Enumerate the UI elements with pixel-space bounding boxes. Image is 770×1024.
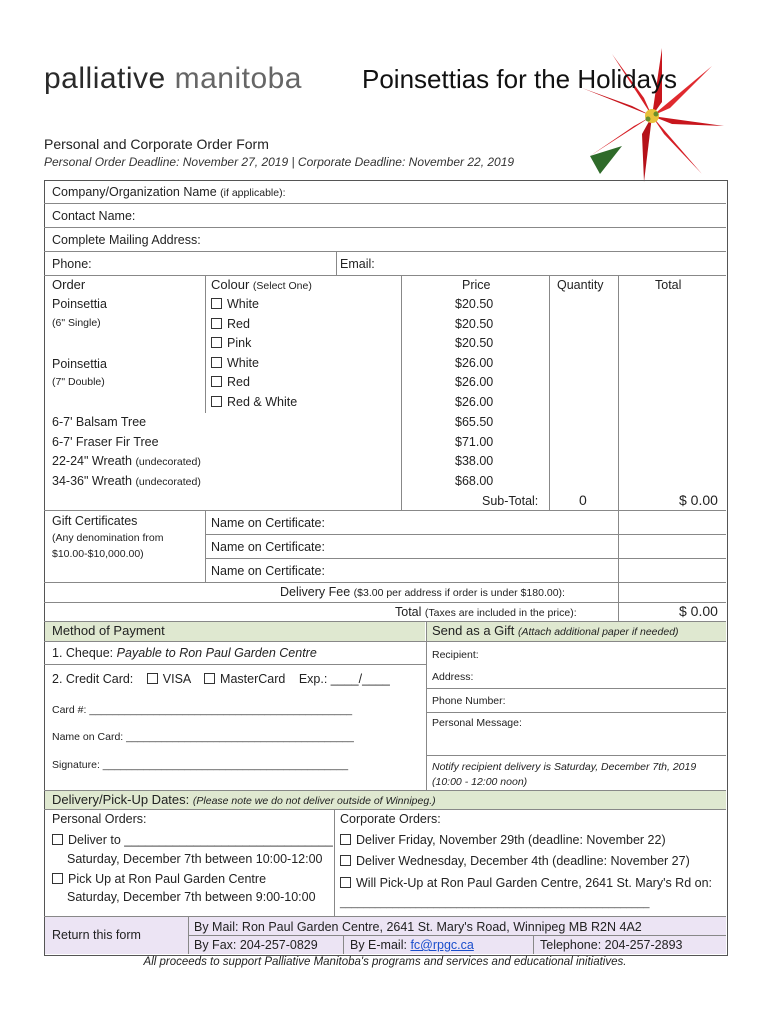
gift-certificates-title: Gift Certificates (52, 514, 138, 528)
price-cell: $68.00 (455, 474, 494, 488)
order-header: Order (52, 277, 86, 292)
price-cell: $65.50 (455, 415, 494, 429)
card-number-field[interactable]: Card #: _____________________________________________ (52, 704, 353, 716)
personal-message-field[interactable]: Personal Message: (432, 717, 522, 729)
corporate-orders-label: Corporate Orders: (340, 812, 441, 826)
checkbox[interactable] (340, 834, 351, 845)
delivery-title: Delivery/Pick-Up Dates: (Please note we do not deliver outside of Winnipeg.) (52, 792, 436, 807)
colour-option-pink-single[interactable]: Pink (211, 336, 251, 350)
item-wreath-small: 22-24" Wreath (undecorated) (52, 454, 201, 468)
return-by-mail: By Mail: Ron Paul Garden Centre, 2641 St. Mary's Road, Winnipeg MB R2N 4A2 (194, 920, 642, 934)
company-label: Company/Organization Name (if applicable): (52, 185, 286, 199)
return-by-email: By E-mail: fc@rpgc.ca (350, 938, 474, 952)
cheque-option: 1. Cheque: Payable to Ron Paul Garden Centre (52, 646, 317, 660)
send-as-gift-title: Send as a Gift (Attach additional paper if needed) (432, 623, 679, 638)
gift-phone-field[interactable]: Phone Number: (432, 695, 506, 707)
poinsettia-double-label: Poinsettia (52, 357, 107, 371)
total-label: Total (Taxes are included in the price): (395, 605, 577, 619)
price-cell: $71.00 (455, 435, 494, 449)
visa-checkbox[interactable] (147, 673, 158, 684)
banner-title: Poinsettias for the Holidays (362, 64, 678, 94)
price-cell: $26.00 (455, 395, 494, 409)
phone-label: Phone: (52, 257, 92, 271)
notify-note-1: Notify recipient delivery is Saturday, December 7th, 2019 (432, 761, 697, 773)
email-link[interactable]: fc@rpgc.ca (410, 938, 474, 952)
deliver-date: Saturday, December 7th between 10:00-12:00 (67, 852, 323, 866)
checkbox[interactable] (211, 396, 222, 407)
recipient-field[interactable]: Recipient: (432, 649, 479, 661)
price-cell: $20.50 (455, 336, 494, 350)
colour-option-white-single[interactable]: White (211, 297, 259, 311)
name-on-card-field[interactable]: Name on Card: _______________________________________ (52, 731, 354, 743)
form-title: Personal and Corporate Order Form (44, 136, 269, 152)
credit-card-option[interactable]: 2. Credit Card: VISA MasterCard Exp.: ____/____ (52, 672, 390, 686)
gift-address-field[interactable]: Address: (432, 671, 474, 683)
item-balsam-tree: 6-7' Balsam Tree (52, 415, 147, 429)
pickup-date: Saturday, December 7th between 9:00-10:00 (67, 890, 316, 904)
subtotal-label: Sub-Total: (482, 494, 539, 508)
price-cell: $38.00 (455, 454, 494, 468)
checkbox[interactable] (52, 873, 63, 884)
quantity-header: Quantity (557, 278, 604, 292)
logo (44, 62, 302, 96)
mailing-address-label: Complete Mailing Address: (52, 233, 201, 247)
footer-note: All proceeds to support Palliative Manitoba's programs and services and educational initiatives. (143, 956, 627, 968)
price-cell: $20.50 (455, 317, 494, 331)
checkbox[interactable] (340, 855, 351, 866)
payment-title: Method of Payment (52, 623, 165, 638)
return-label: Return this form (52, 928, 141, 942)
checkbox[interactable] (211, 337, 222, 348)
personal-orders-label: Personal Orders: (52, 812, 147, 826)
logo-text-manitoba: manitoba (174, 62, 302, 95)
single-size-note: (6" Single) (52, 317, 101, 329)
corporate-pickup-date-line[interactable]: _____________________________________________________ (340, 897, 650, 909)
subtotal-quantity: 0 (579, 492, 587, 508)
corporate-option-pickup[interactable]: Will Pick-Up at Ron Paul Garden Centre, 2641 St. Mary's Rd on: (340, 876, 712, 890)
return-by-fax: By Fax: 204-257-0829 (194, 938, 318, 952)
mastercard-checkbox[interactable] (204, 673, 215, 684)
contact-name-label: Contact Name: (52, 209, 136, 223)
grand-total: $ 0.00 (679, 603, 718, 619)
gift-note-2: $10.00-$10,000.00) (52, 548, 144, 560)
colour-option-red-double[interactable]: Red (211, 375, 250, 389)
name-on-certificate-2[interactable]: Name on Certificate: (211, 540, 325, 554)
checkbox[interactable] (340, 877, 351, 888)
deadline-text: Personal Order Deadline: November 27, 2019 | Corporate Deadline: November 22, 2019 (44, 155, 515, 169)
checkbox[interactable] (52, 834, 63, 845)
item-fraser-fir: 6-7' Fraser Fir Tree (52, 435, 159, 449)
price-cell: $26.00 (455, 375, 494, 389)
colour-option-redwhite-double[interactable]: Red & White (211, 395, 297, 409)
notify-note-2: (10:00 - 12:00 noon) (432, 776, 528, 788)
checkbox[interactable] (211, 376, 222, 387)
signature-field[interactable]: Signature: __________________________________________ (52, 759, 349, 771)
colour-option-red-single[interactable]: Red (211, 317, 250, 331)
price-cell: $26.00 (455, 356, 494, 370)
deliver-to-option[interactable]: Deliver to ______________________________ (52, 833, 333, 847)
checkbox[interactable] (211, 357, 222, 368)
gift-note-1: (Any denomination from (52, 532, 164, 544)
poinsettia-single-label: Poinsettia (52, 297, 107, 311)
name-on-certificate-1[interactable]: Name on Certificate: (211, 516, 325, 530)
corporate-option-wednesday[interactable]: Deliver Wednesday, December 4th (deadline: November 27) (340, 854, 690, 868)
colour-header: Colour (Select One) (211, 277, 312, 292)
logo-text-palliative: palliative (44, 62, 166, 95)
colour-option-white-double[interactable]: White (211, 356, 259, 370)
checkbox[interactable] (211, 298, 222, 309)
pickup-option[interactable]: Pick Up at Ron Paul Garden Centre (52, 872, 266, 886)
email-label: Email: (340, 257, 375, 271)
corporate-option-friday[interactable]: Deliver Friday, November 29th (deadline: November 22) (340, 833, 666, 847)
return-by-telephone: Telephone: 204-257-2893 (540, 938, 683, 952)
item-wreath-large: 34-36" Wreath (undecorated) (52, 474, 201, 488)
price-cell: $20.50 (455, 297, 494, 311)
subtotal-total: $ 0.00 (679, 492, 718, 508)
delivery-fee-label: Delivery Fee ($3.00 per address if order is under $180.00): (280, 585, 565, 599)
double-size-note: (7" Double) (52, 376, 105, 388)
name-on-certificate-3[interactable]: Name on Certificate: (211, 564, 325, 578)
price-header: Price (462, 278, 491, 292)
total-header: Total (655, 278, 682, 292)
checkbox[interactable] (211, 318, 222, 329)
